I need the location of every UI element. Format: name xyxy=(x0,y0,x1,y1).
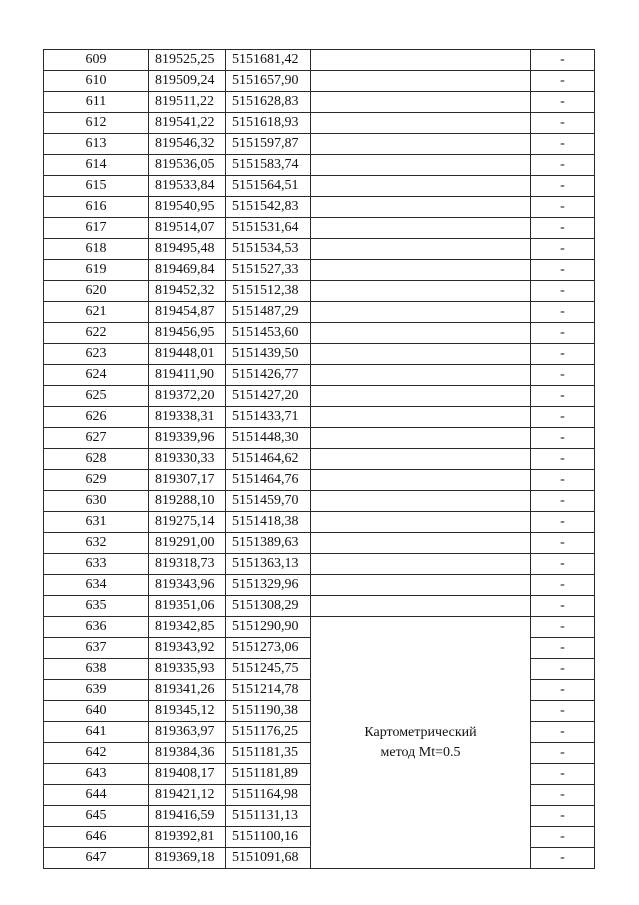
method-cell-empty xyxy=(311,281,531,302)
accuracy-cell: - xyxy=(531,575,595,596)
point-number-cell: 622 xyxy=(44,323,149,344)
method-cell-empty xyxy=(311,407,531,428)
point-number-cell: 624 xyxy=(44,365,149,386)
point-number-cell: 636 xyxy=(44,617,149,638)
method-cell-empty xyxy=(311,596,531,617)
accuracy-cell: - xyxy=(531,533,595,554)
table-row xyxy=(44,575,595,596)
point-number-cell: 621 xyxy=(44,302,149,323)
y-coordinate-cell: 5151464,62 xyxy=(226,449,311,470)
method-cell-empty xyxy=(311,449,531,470)
point-number-cell: 626 xyxy=(44,407,149,428)
method-cell-empty xyxy=(311,134,531,155)
y-coordinate-cell: 5151290,90 xyxy=(226,617,311,638)
point-number-cell: 615 xyxy=(44,176,149,197)
point-number-cell: 613 xyxy=(44,134,149,155)
table-row xyxy=(44,365,595,386)
table-row xyxy=(44,512,595,533)
y-coordinate-cell: 5151389,63 xyxy=(226,533,311,554)
x-coordinate-cell: 819536,05 xyxy=(149,155,226,176)
point-number-cell: 618 xyxy=(44,239,149,260)
table-row xyxy=(44,554,595,575)
x-coordinate-cell: 819454,87 xyxy=(149,302,226,323)
point-number-cell: 614 xyxy=(44,155,149,176)
accuracy-cell: - xyxy=(531,512,595,533)
accuracy-cell: - xyxy=(531,449,595,470)
accuracy-cell: - xyxy=(531,743,595,764)
method-line-1: Картометрический xyxy=(364,724,477,740)
table-row xyxy=(44,197,595,218)
x-coordinate-cell: 819335,93 xyxy=(149,659,226,680)
method-cell-empty xyxy=(311,92,531,113)
y-coordinate-cell: 5151527,33 xyxy=(226,260,311,281)
x-coordinate-cell: 819533,84 xyxy=(149,176,226,197)
y-coordinate-cell: 5151181,35 xyxy=(226,743,311,764)
y-coordinate-cell: 5151427,20 xyxy=(226,386,311,407)
table-row xyxy=(44,50,595,71)
accuracy-cell: - xyxy=(531,848,595,869)
accuracy-cell: - xyxy=(531,344,595,365)
y-coordinate-cell: 5151190,38 xyxy=(226,701,311,722)
y-coordinate-cell: 5151448,30 xyxy=(226,428,311,449)
table-row xyxy=(44,323,595,344)
table-row xyxy=(44,533,595,554)
table-row xyxy=(44,239,595,260)
accuracy-cell: - xyxy=(531,701,595,722)
accuracy-cell: - xyxy=(531,155,595,176)
y-coordinate-cell: 5151628,83 xyxy=(226,92,311,113)
table-row xyxy=(44,470,595,491)
accuracy-cell: - xyxy=(531,659,595,680)
x-coordinate-cell: 819514,07 xyxy=(149,218,226,239)
x-coordinate-cell: 819448,01 xyxy=(149,344,226,365)
table-row xyxy=(44,617,595,638)
x-coordinate-cell: 819469,84 xyxy=(149,260,226,281)
coordinates-table xyxy=(43,49,595,869)
y-coordinate-cell: 5151131,13 xyxy=(226,806,311,827)
table-row xyxy=(44,449,595,470)
y-coordinate-cell: 5151176,25 xyxy=(226,722,311,743)
point-number-cell: 646 xyxy=(44,827,149,848)
accuracy-cell: - xyxy=(531,617,595,638)
method-cell-empty xyxy=(311,386,531,407)
table-row xyxy=(44,71,595,92)
y-coordinate-cell: 5151681,42 xyxy=(226,50,311,71)
point-number-cell: 609 xyxy=(44,50,149,71)
x-coordinate-cell: 819541,22 xyxy=(149,113,226,134)
accuracy-cell: - xyxy=(531,470,595,491)
x-coordinate-cell: 819540,95 xyxy=(149,197,226,218)
method-cell-empty xyxy=(311,554,531,575)
x-coordinate-cell: 819411,90 xyxy=(149,365,226,386)
point-number-cell: 639 xyxy=(44,680,149,701)
y-coordinate-cell: 5151459,70 xyxy=(226,491,311,512)
accuracy-cell: - xyxy=(531,218,595,239)
y-coordinate-cell: 5151564,51 xyxy=(226,176,311,197)
method-cell-empty xyxy=(311,491,531,512)
point-number-cell: 647 xyxy=(44,848,149,869)
table-row xyxy=(44,386,595,407)
table-row xyxy=(44,176,595,197)
point-number-cell: 612 xyxy=(44,113,149,134)
accuracy-cell: - xyxy=(531,386,595,407)
point-number-cell: 635 xyxy=(44,596,149,617)
y-coordinate-cell: 5151583,74 xyxy=(226,155,311,176)
method-cell-empty xyxy=(311,197,531,218)
accuracy-cell: - xyxy=(531,428,595,449)
point-number-cell: 645 xyxy=(44,806,149,827)
x-coordinate-cell: 819416,59 xyxy=(149,806,226,827)
y-coordinate-cell: 5151181,89 xyxy=(226,764,311,785)
y-coordinate-cell: 5151214,78 xyxy=(226,680,311,701)
method-cell-empty xyxy=(311,302,531,323)
y-coordinate-cell: 5151542,83 xyxy=(226,197,311,218)
point-number-cell: 638 xyxy=(44,659,149,680)
x-coordinate-cell: 819456,95 xyxy=(149,323,226,344)
point-number-cell: 619 xyxy=(44,260,149,281)
y-coordinate-cell: 5151657,90 xyxy=(226,71,311,92)
accuracy-cell: - xyxy=(531,596,595,617)
table-row xyxy=(44,596,595,617)
accuracy-cell: - xyxy=(531,113,595,134)
method-cell-empty xyxy=(311,575,531,596)
x-coordinate-cell: 819345,12 xyxy=(149,701,226,722)
point-number-cell: 632 xyxy=(44,533,149,554)
x-coordinate-cell: 819452,32 xyxy=(149,281,226,302)
point-number-cell: 634 xyxy=(44,575,149,596)
accuracy-cell: - xyxy=(531,134,595,155)
accuracy-cell: - xyxy=(531,722,595,743)
table-row xyxy=(44,428,595,449)
accuracy-cell: - xyxy=(531,197,595,218)
method-cell-empty xyxy=(311,533,531,554)
x-coordinate-cell: 819343,92 xyxy=(149,638,226,659)
table-row xyxy=(44,344,595,365)
method-cell-empty xyxy=(311,113,531,134)
accuracy-cell: - xyxy=(531,638,595,659)
x-coordinate-cell: 819288,10 xyxy=(149,491,226,512)
point-number-cell: 611 xyxy=(44,92,149,113)
method-line-2: метод Mt=0.5 xyxy=(380,744,461,760)
method-cell-empty xyxy=(311,344,531,365)
point-number-cell: 620 xyxy=(44,281,149,302)
table-row xyxy=(44,407,595,428)
y-coordinate-cell: 5151100,16 xyxy=(226,827,311,848)
table-row xyxy=(44,491,595,512)
coordinates-table-sheet xyxy=(43,49,594,869)
x-coordinate-cell: 819384,36 xyxy=(149,743,226,764)
accuracy-cell: - xyxy=(531,239,595,260)
x-coordinate-cell: 819525,25 xyxy=(149,50,226,71)
x-coordinate-cell: 819495,48 xyxy=(149,239,226,260)
accuracy-cell: - xyxy=(531,281,595,302)
x-coordinate-cell: 819343,96 xyxy=(149,575,226,596)
accuracy-cell: - xyxy=(531,323,595,344)
x-coordinate-cell: 819509,24 xyxy=(149,71,226,92)
method-cell-empty xyxy=(311,155,531,176)
x-coordinate-cell: 819307,17 xyxy=(149,470,226,491)
accuracy-cell: - xyxy=(531,50,595,71)
accuracy-cell: - xyxy=(531,407,595,428)
x-coordinate-cell: 819369,18 xyxy=(149,848,226,869)
accuracy-cell: - xyxy=(531,176,595,197)
point-number-cell: 610 xyxy=(44,71,149,92)
x-coordinate-cell: 819392,81 xyxy=(149,827,226,848)
method-cell-empty xyxy=(311,323,531,344)
point-number-cell: 643 xyxy=(44,764,149,785)
accuracy-cell: - xyxy=(531,554,595,575)
x-coordinate-cell: 819421,12 xyxy=(149,785,226,806)
point-number-cell: 630 xyxy=(44,491,149,512)
x-coordinate-cell: 819372,20 xyxy=(149,386,226,407)
table-row xyxy=(44,113,595,134)
y-coordinate-cell: 5151433,71 xyxy=(226,407,311,428)
y-coordinate-cell: 5151308,29 xyxy=(226,596,311,617)
y-coordinate-cell: 5151245,75 xyxy=(226,659,311,680)
table-row xyxy=(44,155,595,176)
y-coordinate-cell: 5151512,38 xyxy=(226,281,311,302)
y-coordinate-cell: 5151091,68 xyxy=(226,848,311,869)
accuracy-cell: - xyxy=(531,71,595,92)
point-number-cell: 625 xyxy=(44,386,149,407)
accuracy-cell: - xyxy=(531,302,595,323)
method-cell-empty xyxy=(311,428,531,449)
y-coordinate-cell: 5151534,53 xyxy=(226,239,311,260)
point-number-cell: 623 xyxy=(44,344,149,365)
point-number-cell: 633 xyxy=(44,554,149,575)
y-coordinate-cell: 5151426,77 xyxy=(226,365,311,386)
accuracy-cell: - xyxy=(531,365,595,386)
x-coordinate-cell: 819408,17 xyxy=(149,764,226,785)
x-coordinate-cell: 819318,73 xyxy=(149,554,226,575)
table-row xyxy=(44,218,595,239)
method-cell-empty xyxy=(311,365,531,386)
method-cell xyxy=(311,617,531,869)
y-coordinate-cell: 5151273,06 xyxy=(226,638,311,659)
method-cell-empty xyxy=(311,218,531,239)
table-row xyxy=(44,134,595,155)
y-coordinate-cell: 5151487,29 xyxy=(226,302,311,323)
x-coordinate-cell: 819341,26 xyxy=(149,680,226,701)
accuracy-cell: - xyxy=(531,806,595,827)
accuracy-cell: - xyxy=(531,260,595,281)
point-number-cell: 642 xyxy=(44,743,149,764)
x-coordinate-cell: 819342,85 xyxy=(149,617,226,638)
y-coordinate-cell: 5151531,64 xyxy=(226,218,311,239)
x-coordinate-cell: 819291,00 xyxy=(149,533,226,554)
accuracy-cell: - xyxy=(531,491,595,512)
x-coordinate-cell: 819546,32 xyxy=(149,134,226,155)
point-number-cell: 627 xyxy=(44,428,149,449)
coordinates-table-body xyxy=(44,50,595,869)
accuracy-cell: - xyxy=(531,827,595,848)
point-number-cell: 637 xyxy=(44,638,149,659)
accuracy-cell: - xyxy=(531,680,595,701)
x-coordinate-cell: 819338,31 xyxy=(149,407,226,428)
x-coordinate-cell: 819511,22 xyxy=(149,92,226,113)
x-coordinate-cell: 819351,06 xyxy=(149,596,226,617)
accuracy-cell: - xyxy=(531,785,595,806)
method-cell-empty xyxy=(311,239,531,260)
point-number-cell: 629 xyxy=(44,470,149,491)
x-coordinate-cell: 819330,33 xyxy=(149,449,226,470)
y-coordinate-cell: 5151597,87 xyxy=(226,134,311,155)
y-coordinate-cell: 5151439,50 xyxy=(226,344,311,365)
method-cell-empty xyxy=(311,50,531,71)
x-coordinate-cell: 819339,96 xyxy=(149,428,226,449)
y-coordinate-cell: 5151618,93 xyxy=(226,113,311,134)
y-coordinate-cell: 5151464,76 xyxy=(226,470,311,491)
y-coordinate-cell: 5151363,13 xyxy=(226,554,311,575)
y-coordinate-cell: 5151164,98 xyxy=(226,785,311,806)
point-number-cell: 628 xyxy=(44,449,149,470)
y-coordinate-cell: 5151418,38 xyxy=(226,512,311,533)
x-coordinate-cell: 819363,97 xyxy=(149,722,226,743)
method-cell-empty xyxy=(311,260,531,281)
table-row xyxy=(44,260,595,281)
point-number-cell: 617 xyxy=(44,218,149,239)
y-coordinate-cell: 5151453,60 xyxy=(226,323,311,344)
table-row xyxy=(44,302,595,323)
method-cell-empty xyxy=(311,512,531,533)
point-number-cell: 644 xyxy=(44,785,149,806)
method-cell-empty xyxy=(311,176,531,197)
x-coordinate-cell: 819275,14 xyxy=(149,512,226,533)
point-number-cell: 641 xyxy=(44,722,149,743)
method-cell-empty xyxy=(311,71,531,92)
method-cell-empty xyxy=(311,470,531,491)
point-number-cell: 631 xyxy=(44,512,149,533)
accuracy-cell: - xyxy=(531,764,595,785)
y-coordinate-cell: 5151329,96 xyxy=(226,575,311,596)
point-number-cell: 616 xyxy=(44,197,149,218)
point-number-cell: 640 xyxy=(44,701,149,722)
table-row xyxy=(44,92,595,113)
table-row xyxy=(44,281,595,302)
accuracy-cell: - xyxy=(531,92,595,113)
